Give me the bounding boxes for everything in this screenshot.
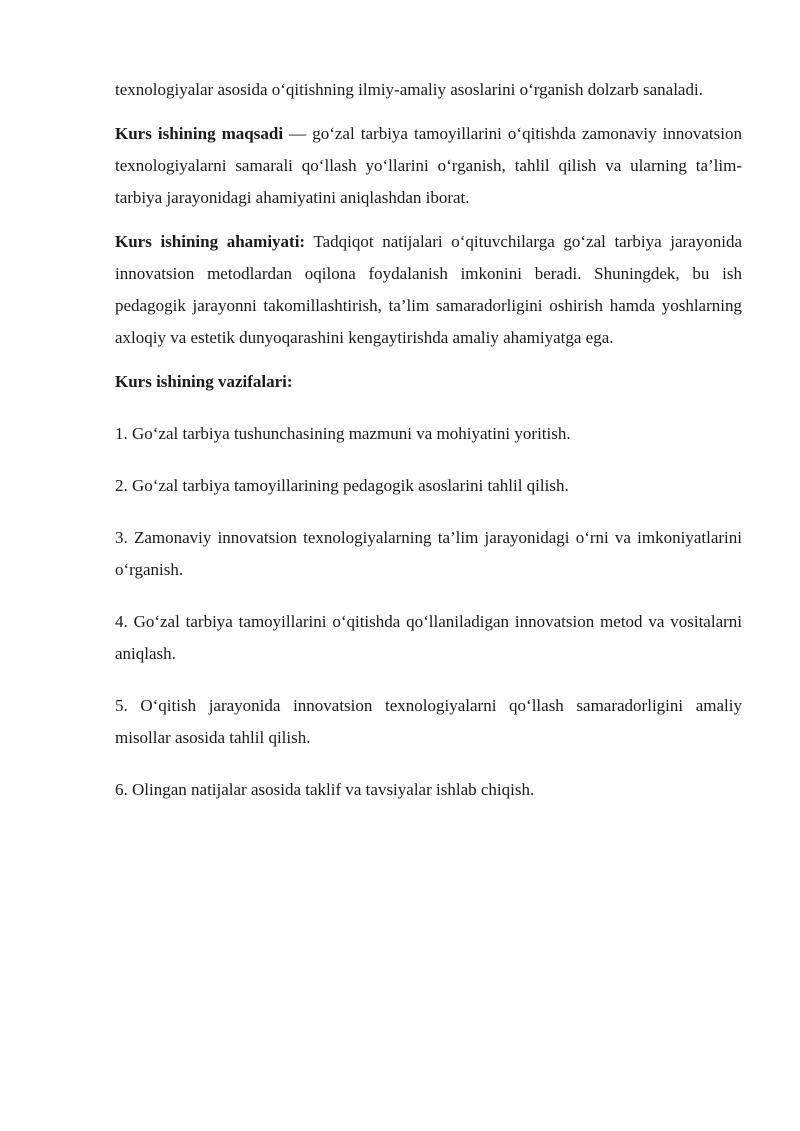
goal-text: — go‘zal tarbiya tamoyillarini o‘qitishda zamonaviy innovatsion texnologiyalarni samarali qo‘llash yo‘llarini o‘rganish, tahlil qilish va ularning ta’lim-tarbiya jarayonidagi ahamiyatini aniqlashdan iborat. bbox=[115, 124, 742, 207]
tasks-heading: Kurs ishining vazifalari: bbox=[115, 372, 293, 391]
importance-label: Kurs ishining ahamiyati: bbox=[115, 232, 306, 251]
task-item-5: 5. O‘qitish jarayonida innovatsion texnologiyalarni qo‘llash samaradorligini amaliy misollar asosida tahlil qilish. bbox=[115, 696, 742, 747]
importance-paragraph bbox=[115, 226, 742, 354]
intro-paragraph: texnologiyalar asosida o‘qitishning ilmiy-amaliy asoslarini o‘rganish dolzarb sanaladi. bbox=[115, 80, 703, 99]
task-item-6: 6. Olingan natijalar asosida taklif va tavsiyalar ishlab chiqish. bbox=[115, 780, 535, 799]
goal-label: Kurs ishining maqsadi bbox=[115, 124, 284, 143]
task-item-1: 1. Go‘zal tarbiya tushunchasining mazmuni va mohiyatini yoritish. bbox=[115, 424, 571, 443]
task-item-2: 2. Go‘zal tarbiya tamoyillarining pedagogik asoslarini tahlil qilish. bbox=[115, 476, 569, 495]
document-body bbox=[115, 74, 742, 826]
goal-paragraph bbox=[115, 118, 742, 214]
task-item-4: 4. Go‘zal tarbiya tamoyillarini o‘qitishda qo‘llaniladigan innovatsion metod va vositalarni aniqlash. bbox=[115, 612, 742, 663]
task-item-3: 3. Zamonaviy innovatsion texnologiyalarning ta’lim jarayonidagi o‘rni va imkoniyatlarini o‘rganish. bbox=[115, 528, 742, 579]
importance-text: Tadqiqot natijalari o‘qituvchilarga go‘zal tarbiya jarayonida innovatsion metodlardan oqilona foydalanish imkonini beradi. Shuningdek, bu ish pedagogik jarayonni takomillashtirish, ta’lim samaradorligini oshirish hamda yoshlarning axloqiy va estetik dunyoqarashini kengaytirishda amaliy ahamiyatga ega. bbox=[115, 232, 742, 347]
